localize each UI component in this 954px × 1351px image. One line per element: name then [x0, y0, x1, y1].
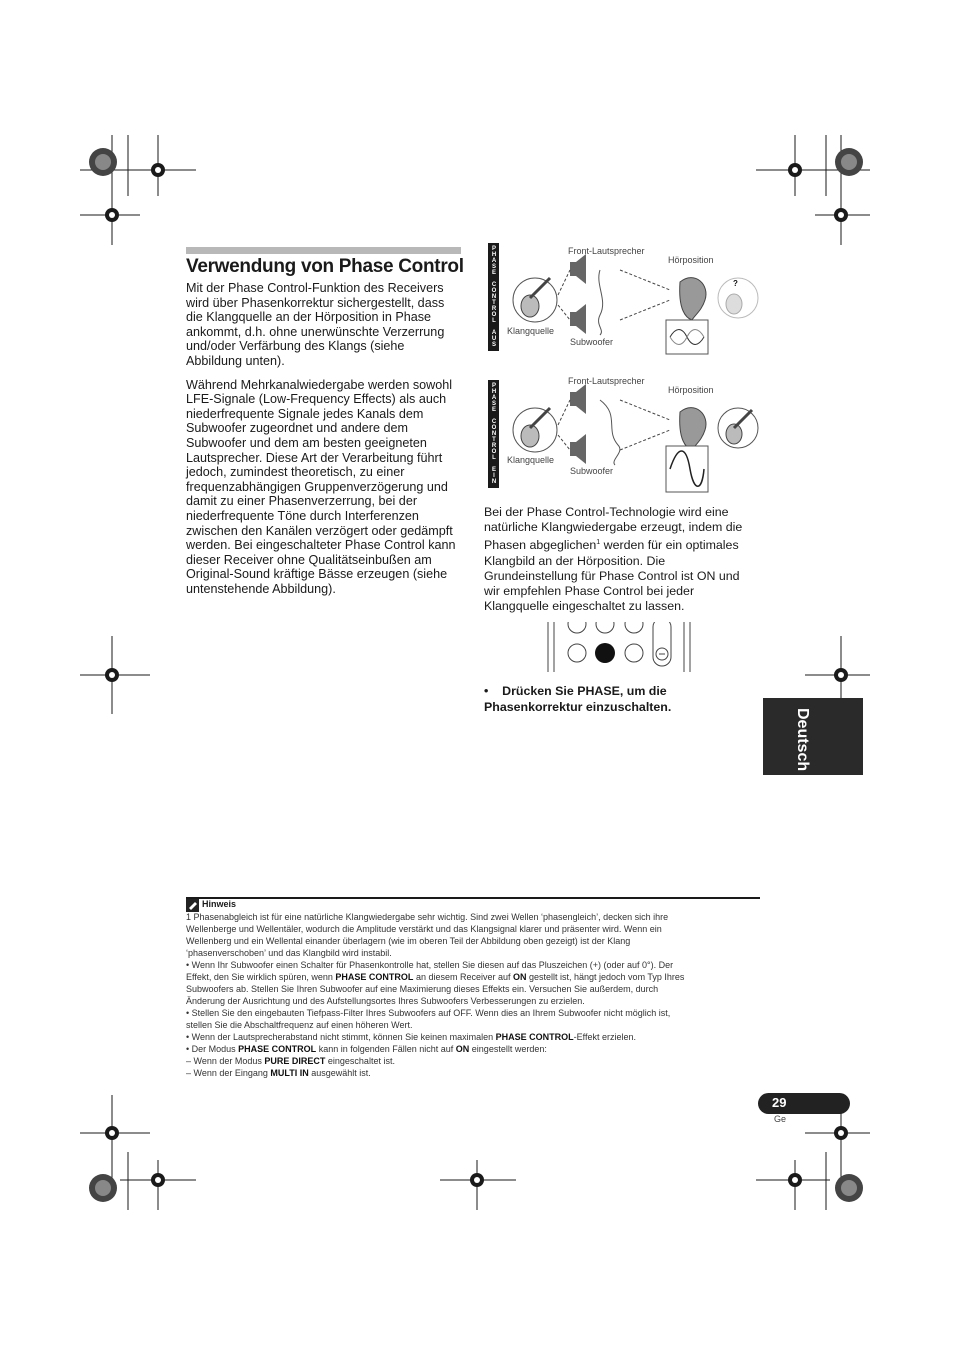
- note-line: – Wenn der Modus PURE DIRECT eingeschaltet ist.: [186, 1056, 395, 1066]
- left-column: [186, 281, 460, 605]
- subwoofer-label-on: Subwoofer: [570, 466, 614, 476]
- right-column: [484, 505, 750, 624]
- front-speaker-label-on: Front-Lautsprecher: [568, 376, 645, 386]
- note-line: • Wenn Ihr Subwoofer einen Schalter für Phasenkontrolle hat, stellen Sie diesen auf das Pluszeichen (+) (oder auf 0°). Der: [186, 960, 674, 970]
- guitar-icon: [513, 278, 557, 452]
- phase-on-label: PHASE CONTROL EIN: [488, 380, 499, 488]
- note-line: Subwoofers ab. Stellen Sie Ihren Subwoofer auf eine Maximierung dieses Effekts ein. Versuchen Sie außerdem, durch: [186, 984, 659, 994]
- note-line: Wellenberg und ein Wellental einander überlagern (wie im oberen Teil der Abbildung oben gezeigt) ist der Klang: [186, 936, 631, 946]
- source-label-off: Klangquelle: [507, 326, 555, 336]
- note-line: stellen Sie die Abschaltfrequenz auf einen höheren Wert.: [186, 1020, 413, 1030]
- note-line: – Wenn der Eingang MULTI IN ausgewählt ist.: [186, 1068, 371, 1078]
- language-tab: Deutsch: [763, 698, 863, 775]
- note-line: • Wenn der Lautsprecherabstand nicht stimmt, können Sie keinen maximalen PHASE CONTROL-Effekt erzielen.: [186, 1032, 637, 1042]
- phase-diagram: [500, 240, 770, 500]
- question-mark: ?: [733, 279, 738, 288]
- note-line: • Stellen Sie den eingebauten Tiefpass-Filter Ihres Subwoofers auf OFF. Wenn dies an Ihrem Subwoofer nicht möglich ist,: [186, 1008, 671, 1018]
- remote-illustration: [546, 622, 692, 674]
- instruction: • Drücken Sie PHASE, um die Phasenkorrektur einzuschalten.: [484, 684, 672, 714]
- para-multichannel: Während Mehrkanalwiedergabe werden sowohl LFE-Signale (Low-Frequency Effects) als auch niederfrequente Signale jedes Kanals dem Subwoofer zugeordnet und andere dem Subwoofer und dem am besten geeigneten Lautsprecher. Diese Art der Verarbeitung führt jedoch, zumindest theoretisch, zu einer frequenzabhängigen Gruppenverzögerung und damit zu einer Phasenverzerrung, bei der niederfrequente Töne durch Interferenzen zwischen den Kanälen verzögert oder gedämpft werden. Bei eingeschalteter Phase Control kann dieser Receiver ohne Qualitätseinbußen am Original-Sound kräftige Bässe erzeugen (siehe untenstehende Abbildung).: [186, 377, 456, 596]
- footnote-ref: 1: [596, 539, 601, 547]
- language-code: Ge: [774, 1114, 787, 1124]
- notes-rule: [186, 897, 760, 899]
- guitar-listener-icon: [718, 278, 758, 448]
- para-technology: Bei der Phase Control-Technologie wird eine natürliche Klangwiedergabe erzeugt, indem die Phasen abgeglichen$^1$ werden für ein optimales Klangbild an der Hörposition. Die Grundeinstellung für Phase Control ist ON und wir empfehlen Phase Control bei jeder Klangquelle eingeschaltet zu lassen.: [484, 505, 743, 614]
- notes-heading: Hinweis: [202, 899, 237, 909]
- notes-body: [186, 911, 760, 1079]
- speaker-icon: [570, 254, 586, 464]
- phase-off-label: PHASE CONTROL AUS: [488, 243, 499, 351]
- ear-icon: [680, 278, 706, 450]
- note-line: Effekt, den Sie wirklich spüren, wenn PHASE CONTROL an diesem Receiver auf ON gestellt ist, hängt jedoch vom Typ Ihres: [186, 972, 685, 982]
- page-number: 29: [758, 1093, 850, 1114]
- phase-button[interactable]: [595, 643, 615, 663]
- note-line: ‘phasenverschoben’ und das Klangbild wird instabil.: [186, 948, 392, 958]
- note-line: • Der Modus PHASE CONTROL kann in folgenden Fällen nicht auf ON eingestellt werden:: [186, 1044, 547, 1054]
- note-line: 1 Phasenabgleich ist für eine natürliche Klangwiedergabe sehr wichtig. Sind zwei Wellen ‘phasengleich’, decken sich ihre: [186, 912, 669, 922]
- note-line: Änderung der Ausrichtung und des Aufstellungsortes Ihres Subwoofers Verbesserungen zu erzielen.: [186, 996, 585, 1006]
- section-title: Verwendung von Phase Control: [186, 256, 464, 277]
- title-rule: [186, 247, 461, 254]
- listening-position-label-on: Hörposition: [668, 385, 714, 395]
- note-line: Wellenberge und Wellentäler, wodurch die Amplitude verstärkt und das Klangsignal klarer und präsenter wird. Wenn ein: [186, 924, 662, 934]
- subwoofer-label-off: Subwoofer: [570, 337, 614, 347]
- listening-position-label-off: Hörposition: [668, 255, 714, 265]
- para-intro: Mit der Phase Control-Funktion des Receivers wird über Phasenkorrektur sichergestellt, dass die Klangquelle an der Hörposition in Phase ankommt, d.h. ohne unerwünschte Verzerrung und/oder Verfärbung des Klangs (siehe Abbildung unten).: [186, 281, 445, 368]
- waveform-box: [666, 320, 708, 492]
- front-speaker-label-off: Front-Lautsprecher: [568, 246, 645, 256]
- source-label-on: Klangquelle: [507, 455, 555, 465]
